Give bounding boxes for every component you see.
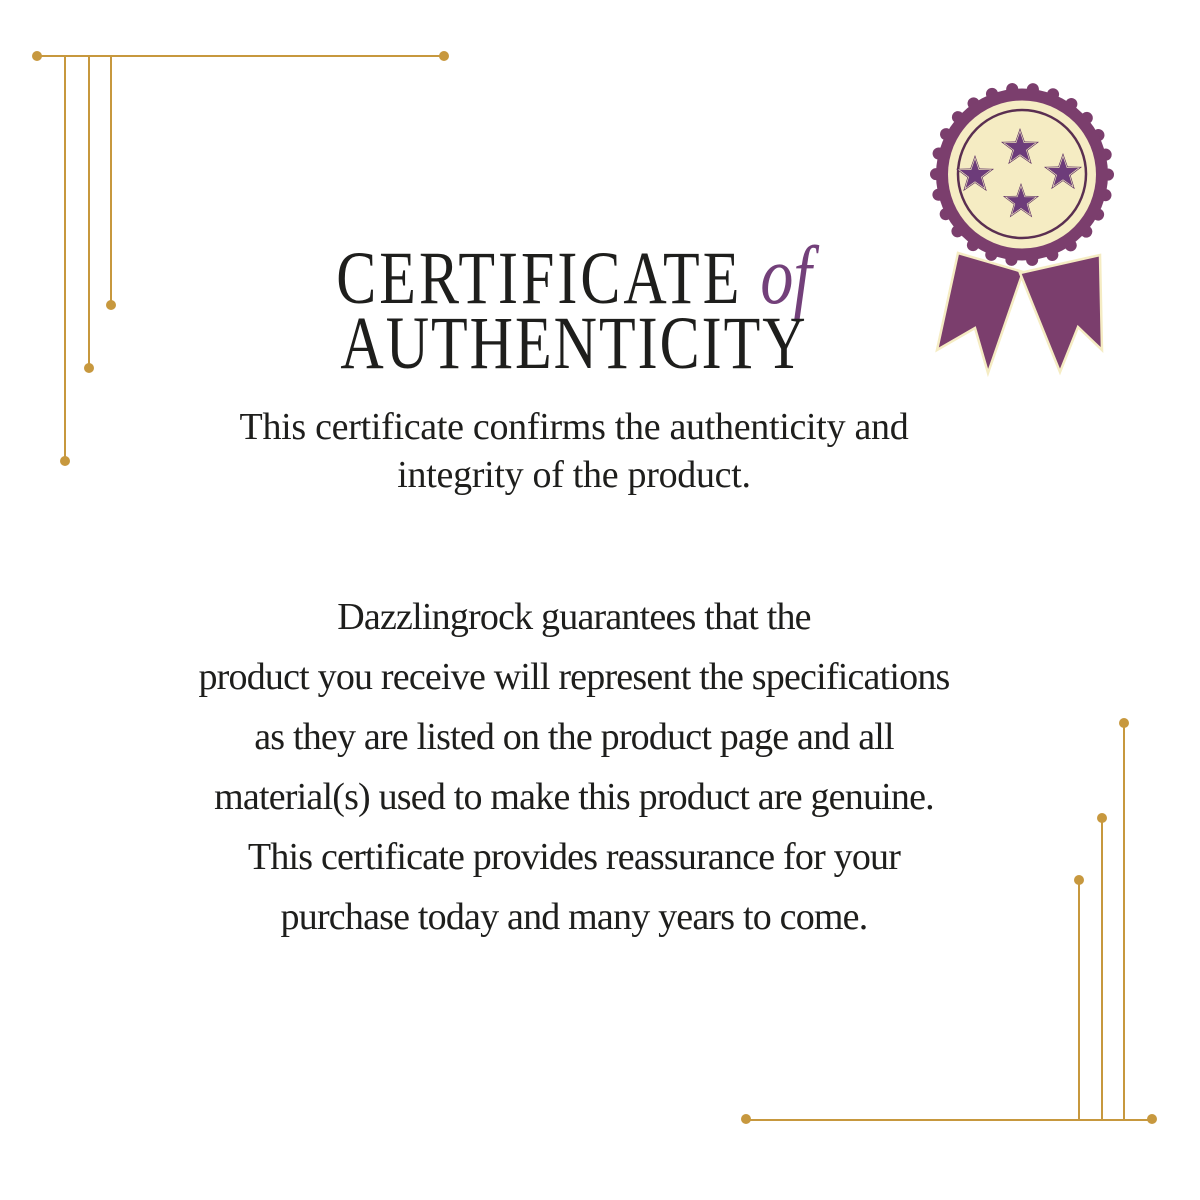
body-line: product you receive will represent the specifications bbox=[198, 656, 950, 698]
subtitle-line: This certificate confirms the authenticity and bbox=[239, 406, 909, 448]
body-line: purchase today and many years to come. bbox=[280, 896, 868, 938]
body-line: as they are listed on the product page and all bbox=[254, 716, 894, 758]
body-line: Dazzlingrock guarantees that the bbox=[337, 596, 811, 638]
body-line: material(s) used to make this product are genuine. bbox=[214, 776, 934, 818]
certificate-subtitle bbox=[0, 403, 1148, 499]
gold-dot bbox=[32, 51, 42, 61]
gold-dot bbox=[1147, 1114, 1157, 1124]
gold-dot bbox=[741, 1114, 751, 1124]
gold-line-horizontal bbox=[746, 1119, 1152, 1121]
subtitle-line: integrity of the product. bbox=[397, 454, 751, 496]
gold-dot bbox=[439, 51, 449, 61]
body-line: This certificate provides reassurance for your bbox=[247, 836, 901, 878]
gold-line-horizontal bbox=[37, 55, 444, 57]
certificate-title bbox=[0, 230, 1148, 384]
title-line-1 bbox=[0, 230, 1148, 322]
title-word-of: of bbox=[760, 230, 812, 322]
title-word-certificate: CERTIFICATE bbox=[336, 236, 743, 319]
certificate-body bbox=[0, 587, 1148, 947]
title-word-authenticity: AUTHENTICITY bbox=[340, 301, 808, 384]
rosette bbox=[936, 89, 1108, 261]
